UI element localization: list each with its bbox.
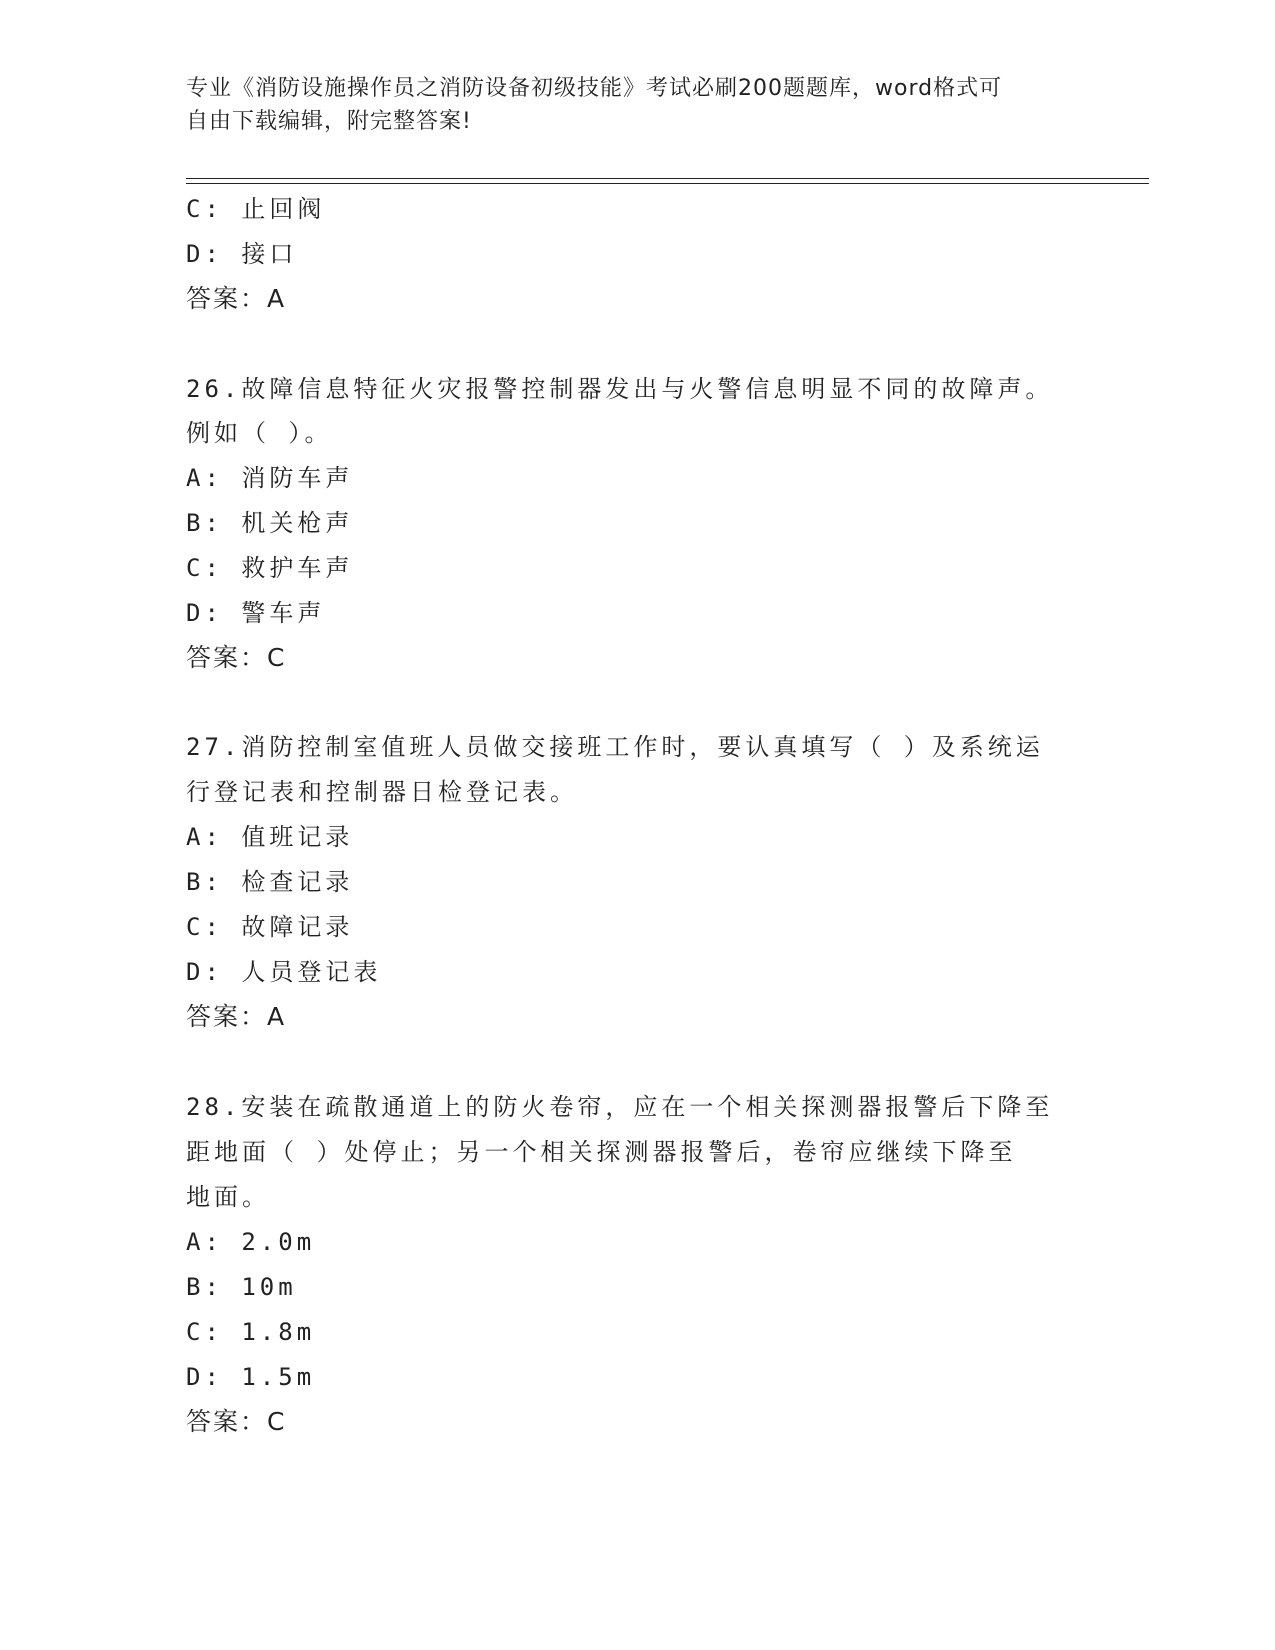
answer-label: 答案：C (186, 1407, 287, 1436)
option-c: C: 故障记录 (186, 913, 354, 941)
question-stem: 26.故障信息特征火灾报警控制器发出与火警信息明显不同的故障声。 (186, 375, 1054, 403)
option-c: C: 救护车声 (186, 554, 354, 582)
option-d: D: 1.5m (186, 1363, 316, 1391)
option-a: A: 消防车声 (186, 464, 354, 492)
question-stem: 28.安装在疏散通道上的防火卷帘，应在一个相关探测器报警后下降至 (186, 1093, 1054, 1121)
option-a: A: 2.0m (186, 1228, 316, 1256)
option-c: C: 止回阀 (186, 195, 326, 223)
option-a: A: 值班记录 (186, 823, 354, 851)
header-line-2: 自由下载编辑，附完整答案! (186, 109, 472, 134)
header-line-1: 专业《消防设施操作员之消防设备初级技能》考试必刷200题题库，word格式可 (186, 76, 1003, 101)
question-stem: 距地面（ ）处停止；另一个相关探测器报警后，卷帘应继续下降至 (186, 1138, 1017, 1166)
option-b: B: 检查记录 (186, 868, 354, 896)
option-d: D: 警车声 (186, 599, 326, 627)
option-d: D: 接口 (186, 240, 298, 268)
header-divider-top (186, 178, 1149, 179)
question-stem: 地面。 (186, 1183, 270, 1211)
answer-label: 答案：A (186, 1002, 287, 1031)
answer-label: 答案：C (186, 643, 287, 672)
header-divider-bottom (186, 183, 1149, 184)
question-stem: 27.消防控制室值班人员做交接班工作时，要认真填写（ ）及系统运 (186, 733, 1044, 761)
question-stem: 行登记表和控制器日检登记表。 (186, 778, 578, 806)
option-d: D: 人员登记表 (186, 958, 382, 986)
question-stem: 例如（ ）。 (186, 419, 333, 447)
option-b: B: 机关枪声 (186, 509, 354, 537)
answer-label: 答案：A (186, 284, 287, 313)
option-c: C: 1.8m (186, 1318, 316, 1346)
document-header (186, 72, 1066, 138)
option-b: B: 10m (186, 1273, 297, 1301)
